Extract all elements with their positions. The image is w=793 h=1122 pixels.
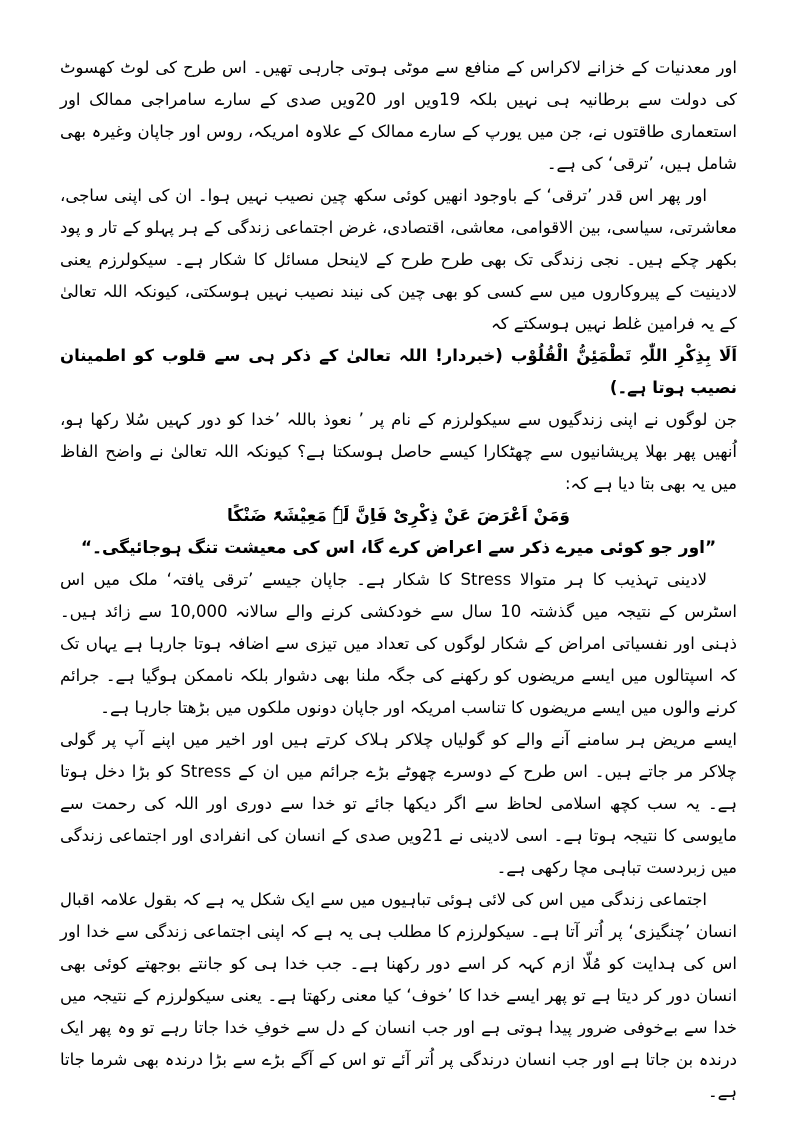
quran-quote-line xyxy=(60,340,737,404)
paragraph-6: ایسے مریض ہر سامنے آنے والے کو گولیاں چلاکر ہلاک کرتے ہیں اور اخیر میں اپنے آپ پر گولی چلاکر مر جاتے ہیں۔ اس طرح کے دوسرے چھوٹے بڑے جرائم میں ان کے Stress کو بڑا دخل ہوتا ہے۔ یہ سب کچھ اسلامی لحاظ سے اگر دیکھا جائے تو خدا سے دوری اور اللہ کی رحمت سے مایوسی کا نتیجہ ہوتا ہے۔ اسی لادینی نے 21ویں صدی کے انسان کی انفرادی اور اجتماعی زندگی میں زبردست تباہی مچا رکھی ہے۔ xyxy=(60,730,737,877)
paragraph-7: اجتماعی زندگی میں اس کی لائی ہوئی تباہیوں میں سے ایک شکل یہ ہے کہ بقول علامہ اقبال انسان ’چنگیزی‘ پر اُتر آتا ہے۔ سیکولرزم کا مطلب ہی یہ ہے کہ اپنی اجتماعی زندگی سے خدا اور اس کی ہدایت کو مُلّا ازم کہہ کر اسے دور رکھنا ہے۔ جب خدا ہی کو جانتے بوجھتے کوئی بھی انسان دور کر دیتا ہے تو پھر ایسے خدا کا ’خوف‘ کیا معنی رکھتا ہے۔ یعنی سیکولرزم کے نتیجہ میں خدا سے بےخوفی ضرور پیدا ہوتی ہے اور جب انسان کے دل سے خوفِ خدا جاتا رہے تو وہ پھر ایک درندہ بن جاتا ہے اور جب انسان درندگی پر اُتر آئے تو اس کے آگے بڑے سے بڑا درندہ بھی شرما جاتا ہے۔ xyxy=(60,890,737,1101)
quran-quote-arabic: اَلَا بِذِکْرِ اللّٰہِ تَطْمَئِنُّ الْقُلُوْب xyxy=(510,346,737,365)
paragraph-2: اور پھر اس قدر ’ترقی‘ کے باوجود انھیں کوئی سکھ چین نصیب نہیں ہوا۔ ان کی اپنی ساجی، معاشرتی، سیاسی، بین الاقوامی، معاشی، اقتصادی، غرض اجتماعی زندگی کے ہر پہلو کے تار و پود بکھر چکے ہیں۔ نجی زندگی تک بھی طرح طرح کے لاینحل مسائل کا شکار ہے۔ سیکولرزم یعنی لادینیت کے پیروکاروں میں سے کسی کو بھی چین کی نیند نصیب نہیں ہوسکتی، کیونکہ اللہ تعالیٰ کے یہ فرامین غلط نہیں ہوسکتے کہ xyxy=(60,186,737,333)
paragraph-1: اور معدنیات کے خزانے لاکراس کے منافع سے موٹی ہوتی جارہی تھیں۔ اس طرح کی لوٹ کھسوٹ کی دولت سے برطانیہ ہی نہیں بلکہ 19ویں اور 20ویں صدی کے سارے سامراجی ممالک اور استعماری طاقتوں نے، جن میں یورپ کے سارے ممالک کے علاوہ امریکہ، روس اور جاپان وغیرہ بھی شامل ہیں، ’ترقی‘ کی ہے۔ xyxy=(60,58,737,173)
verse-translation: ”اور جو کوئی میرے ذکر سے اعراض کرے گا، اس کی معیشت تنگ ہوجائیگی۔“ xyxy=(80,538,717,558)
paragraph-5: لادینی تہذیب کا ہر متوالا Stress کا شکار ہے۔ جاپان جیسے ’ترقی یافتہ‘ ملک میں اس اسٹرس کے نتیجہ میں گذشتہ 10 سال سے خودکشی کرنے والے سالانہ 10,000 سے زائد ہیں۔ ذہنی اور نفسیاتی امراض کے شکار لوگوں کی تعداد میں تیزی سے اضافہ ہوتا جارہا ہے یہاں تک کہ اسپتالوں میں ایسے مریضوں کو رکھنے کی جگہ ملنا بھی دشوار بلکہ ناممکن ہوگیا ہے۔ جرائم کرنے والوں میں ایسے مریضوں کا تناسب امریکہ اور جاپان دونوں ملکوں میں بڑھتا جارہا ہے۔ xyxy=(60,570,737,717)
quran-quote-translation: (خبردار! اللہ تعالیٰ کے ذکر ہی سے قلوب کو اطمینان نصیب ہوتا ہے۔) xyxy=(60,346,737,397)
verse-arabic: وَمَنْ اَعْرَضَ عَنْ ذِکْرِیْ فَاِنَّ لَہٗ مَعِیْشَۃً ضَنْکًا xyxy=(227,506,570,526)
paragraph-4: جن لوگوں نے اپنی زندگیوں سے سیکولرزم کے نام پر ’ نعوذ باللہ ’خدا کو دور کہیں سُلا رکھا ہو، اُنھیں پھر بھلا پریشانیوں سے چھٹکارا کیسے حاصل ہوسکتا ہے؟ کیونکہ اللہ تعالیٰ نے واضح الفاظ میں یہ بھی بتا دیا ہے کہ: xyxy=(60,410,737,493)
